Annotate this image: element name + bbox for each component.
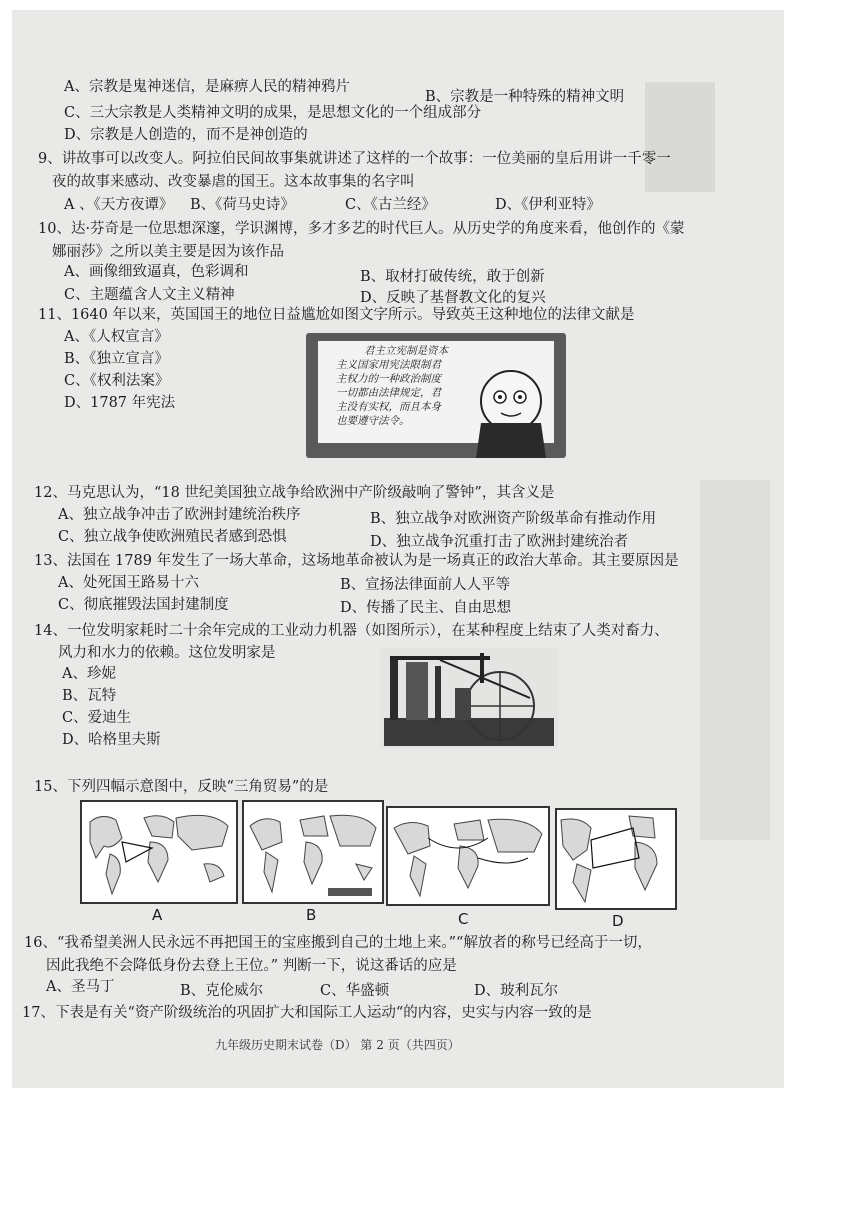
board-line: 主义国家用宪法限制君	[336, 359, 441, 371]
q11-option-a: A、《人权宣言》	[64, 329, 169, 345]
world-map-icon	[82, 802, 236, 902]
q12-option-a: A、独立战争冲击了欧洲封建统治秩序	[58, 507, 301, 523]
q11-option-c: C、《权利法案》	[64, 373, 170, 389]
bleed-through-table	[645, 82, 715, 192]
world-map-icon	[244, 802, 382, 902]
q9-stem-1: 9、讲故事可以改变人。阿拉伯民间故事集就讲述了这样的一个故事：一位美丽的皇后用讲一千零一	[38, 151, 671, 167]
q14-option-a: A、珍妮	[62, 666, 116, 682]
q15-stem: 15、下列四幅示意图中，反映“三角贸易”的是	[34, 779, 329, 795]
map-label: D	[612, 912, 624, 930]
q12-stem: 12、马克思认为，“18 世纪美国独立战争给欧洲中产阶级敲响了警钟”，其含义是	[34, 485, 555, 501]
q11-option-b: B、《独立宣言》	[64, 351, 169, 367]
q13-option-d: D、传播了民主、自由思想	[340, 600, 512, 616]
map-label: C	[458, 910, 469, 928]
q8-option-d: D、宗教是人创造的，而不是神创造的	[64, 127, 308, 143]
board-line: 一切都由法律规定，君	[336, 387, 441, 399]
q15-map-b	[242, 800, 384, 904]
bleed-through-block	[700, 480, 770, 840]
q15-map-d	[555, 808, 677, 910]
cartoon-professor-icon	[456, 363, 566, 458]
q16-stem-2: 因此我绝不会降低身份去登上王位。” 判断一下，说这番话的应是	[46, 958, 457, 974]
q11-blackboard-figure	[306, 333, 566, 458]
q16-option-a: A、圣马丁	[46, 979, 115, 995]
q11-stem: 11、1640 年以来，英国国王的地位日益尴尬如图文字所示。导致英王这种地位的法律文献是	[38, 307, 635, 323]
map-label: B	[306, 906, 317, 924]
q12-option-c: C、独立战争使欧洲殖民者感到恐惧	[58, 529, 287, 545]
board-line: 主权力的一种政治制度	[336, 373, 441, 385]
q10-option-b: B、取材打破传统，敢于创新	[360, 269, 545, 285]
q16-option-d: D、玻利瓦尔	[474, 983, 559, 999]
atlantic-map-icon	[557, 810, 675, 908]
board-line: 也要遵守法令。	[336, 415, 410, 427]
q10-stem-2: 娜丽莎》之所以美主要是因为该作品	[52, 244, 284, 260]
q12-option-b: B、独立战争对欧洲资产阶级革命有推动作用	[370, 511, 657, 527]
world-map-icon	[388, 808, 548, 904]
steam-engine-icon	[380, 648, 558, 748]
q16-option-c: C、华盛顿	[320, 983, 390, 999]
page-footer: 九年级历史期末试卷（D） 第 2 页（共四页）	[215, 1038, 460, 1052]
q17-stem: 17、下表是有关“资产阶级统治的巩固扩大和国际工人运动“的内容，史实与内容一致的是	[22, 1005, 592, 1021]
q9-option-b: B、《荷马史诗》	[190, 197, 295, 213]
q14-option-d: D、哈格里夫斯	[62, 732, 161, 748]
q14-stem-2: 风力和水力的依赖。这位发明家是	[58, 645, 276, 661]
q8-option-c: C、三大宗教是人类精神文明的成果，是思想文化的一个组成部分	[64, 105, 482, 121]
board-line: 君主立宪制是资本	[364, 345, 448, 357]
q14-option-b: B、瓦特	[62, 688, 117, 704]
q9-stem-2: 夜的故事来感动、改变暴虐的国王。这本故事集的名字叫	[52, 174, 415, 190]
q10-option-a: A、画像细致逼真，色彩调和	[64, 264, 249, 280]
q10-stem-1: 10、达·芬奇是一位思想深邃，学识渊博，多才多艺的时代巨人。从历史学的角度来看，他创作的《蒙	[38, 221, 685, 237]
map-label: A	[152, 906, 163, 924]
q13-option-a: A、处死国王路易十六	[58, 575, 199, 591]
q9-option-a: A 、《天方夜谭》	[64, 197, 174, 213]
q13-option-c: C、彻底摧毁法国封建制度	[58, 597, 229, 613]
q9-option-d: D、《伊利亚特》	[495, 197, 601, 213]
q15-map-c	[386, 806, 550, 906]
q14-steam-engine-figure	[380, 648, 558, 748]
q13-stem: 13、法国在 1789 年发生了一场大革命，这场地革命被认为是一场真正的政治大革命。其主要原因是	[34, 553, 679, 569]
q12-option-d: D、独立战争沉重打击了欧洲封建统治者	[370, 534, 629, 550]
q13-option-b: B、宣扬法律面前人人平等	[340, 577, 511, 593]
q15-map-a	[80, 800, 238, 904]
q10-option-d: D、反映了基督教文化的复兴	[360, 290, 546, 306]
q16-option-b: B、克伦威尔	[180, 983, 264, 999]
board-line: 主没有实权，而且本身	[336, 401, 441, 413]
q8-option-b: B、宗教是一种特殊的精神文明	[425, 89, 625, 105]
q16-stem-1: 16、“我希望美洲人民永远不再把国王的宝座搬到自己的土地上来。”“解放者的称号已经高于一切，	[24, 935, 652, 951]
q14-option-c: C、爱迪生	[62, 710, 132, 726]
q10-option-c: C、主题蕴含人文主义精神	[64, 287, 235, 303]
q11-option-d: D、1787 年宪法	[64, 395, 176, 411]
q14-stem-1: 14、一位发明家耗时二十余年完成的工业动力机器（如图所示），在某种程度上结束了人类对畜力、	[34, 623, 669, 639]
q9-option-c: C、《古兰经》	[345, 197, 436, 213]
q8-option-a: A、宗教是鬼神迷信，是麻痹人民的精神鸦片	[64, 79, 350, 95]
